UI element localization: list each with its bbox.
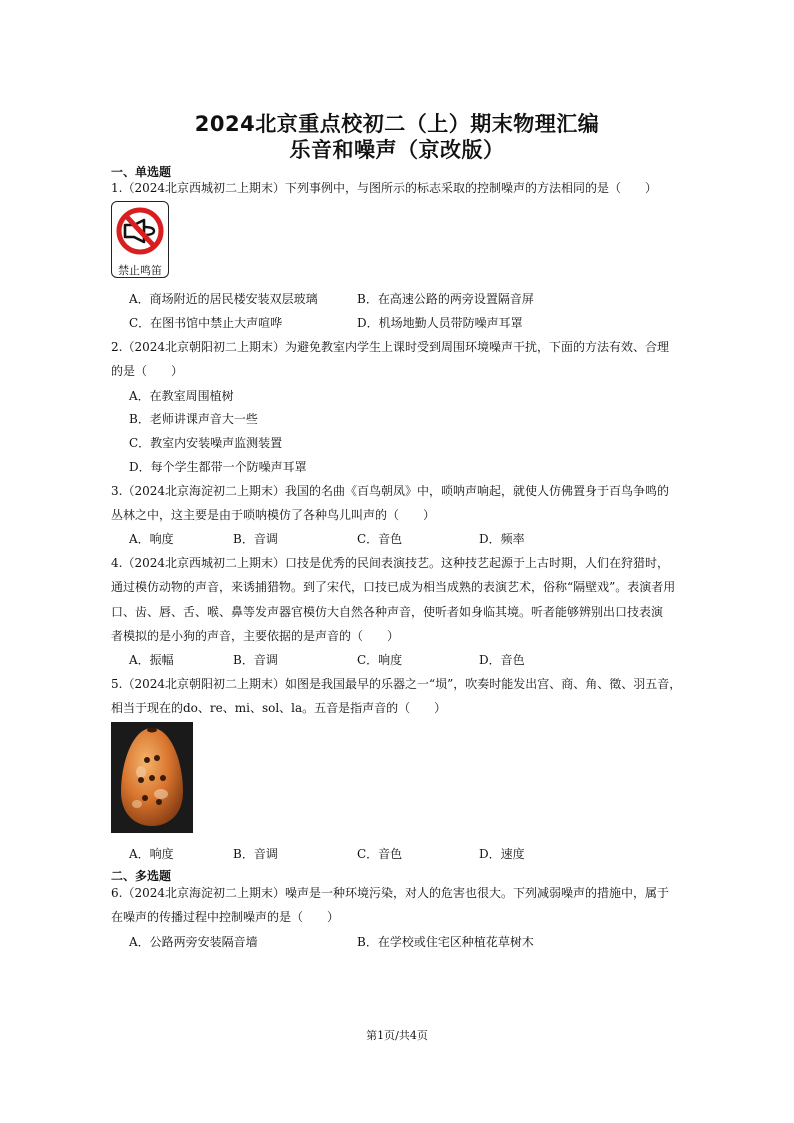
section-heading-multiple-choice: 二、多选题: [111, 869, 172, 883]
question-5-option-c: C．音色: [357, 847, 403, 861]
question-6-text-line-2: 在噪声的传播过程中控制噪声的是（ ）: [111, 910, 340, 924]
page-footer: 第1页/共4页: [366, 1029, 428, 1042]
question-3-option-d: D．频率: [479, 532, 525, 546]
question-4-text-line-1: 4.（2024北京西城初二上期末）口技是优秀的民间表演技艺。这种技艺起源于上古时期，人们在狩猎时，: [111, 556, 669, 570]
question-3-option-b: B．音调: [233, 532, 278, 546]
question-1-option-a: A．商场附近的居民楼安装双层玻璃: [129, 292, 318, 306]
question-5-text-line-2: 相当于现在的do、re、mi、sol、la。五音是指声音的（ ）: [111, 701, 447, 715]
no-horn-icon: [116, 205, 164, 257]
document-subtitle: 乐音和噪声（京改版）: [289, 138, 505, 162]
question-6-text-line-1: 6.（2024北京海淀初二上期末）噪声是一种环境污染，对人的危害也很大。下列减弱噪声的措施中，属于: [111, 886, 669, 900]
question-3-option-c: C．音色: [357, 532, 403, 546]
question-2-option-a: A．在教室周围植树: [129, 389, 234, 403]
question-4-text-line-3: 口、齿、唇、舌、喉、鼻等发声器官模仿大自然各种声音，使听者如身临其境。听者能够辨别出口技表演: [111, 605, 664, 619]
section-heading-single-choice: 一、单选题: [111, 165, 172, 179]
question-4-option-a: A．振幅: [129, 653, 174, 667]
question-3-text-line-1: 3.（2024北京海淀初二上期末）我国的名曲《百鸟朝凤》中，唢呐声响起，就使人仿佛置身于百鸟争鸣的: [111, 484, 669, 498]
question-4-option-d: D．音色: [479, 653, 525, 667]
question-5-option-b: B．音调: [233, 847, 278, 861]
question-5-text-line-1: 5.（2024北京朝阳初二上期末）如图是我国最早的乐器之一“埙”，吹奏时能发出宫、商、角、徵、羽五音，: [111, 677, 682, 691]
sign-caption: 禁止鸣笛: [118, 264, 162, 277]
question-2-text-line-1: 2.（2024北京朝阳初二上期末）为避免教室内学生上课时受到周围环境噪声干扰，下面的方法有效、合理: [111, 340, 669, 354]
question-5-option-a: A．响度: [129, 847, 174, 861]
question-2-text-line-2: 的是（ ）: [111, 364, 184, 378]
question-2-option-c: C．教室内安装噪声监测装置: [129, 436, 283, 450]
question-2-option-d: D．每个学生都带一个防噪声耳罩: [129, 460, 307, 474]
question-4-option-c: C．响度: [357, 653, 403, 667]
question-3-text-line-2: 丛林之中，这主要是由于唢呐模仿了各种鸟儿叫声的（ ）: [111, 508, 436, 522]
question-1-option-b: B．在高速公路的两旁设置隔音屏: [357, 292, 534, 306]
question-6-option-a: A．公路两旁安装隔音墙: [129, 935, 258, 949]
question-1-text: 1.（2024北京西城初二上期末）下列事例中，与图所示的标志采取的控制噪声的方法相同的是（ ）: [111, 181, 657, 195]
question-2-option-b: B．老师讲课声音大一些: [129, 412, 258, 426]
question-4-text-line-2: 通过模仿动物的声音，来诱捕猎物。到了宋代，口技已成为相当成熟的表演艺术，俗称“隔壁戏”。表演者用: [111, 580, 676, 594]
question-3-option-a: A．响度: [129, 532, 174, 546]
question-1-option-c: C．在图书馆中禁止大声喧哗: [129, 316, 283, 330]
question-4-text-line-4: 者模拟的是小狗的声音，主要依据的是声音的（ ）: [111, 629, 400, 643]
question-6-option-b: B．在学校或住宅区种植花草树木: [357, 935, 534, 949]
document-title: 2024北京重点校初二（上）期末物理汇编: [194, 112, 600, 136]
xun-instrument-photo: [111, 722, 193, 833]
question-1-option-d: D．机场地勤人员带防噪声耳罩: [357, 316, 523, 330]
no-honking-sign: [111, 201, 169, 278]
question-5-option-d: D．速度: [479, 847, 525, 861]
question-4-option-b: B．音调: [233, 653, 278, 667]
